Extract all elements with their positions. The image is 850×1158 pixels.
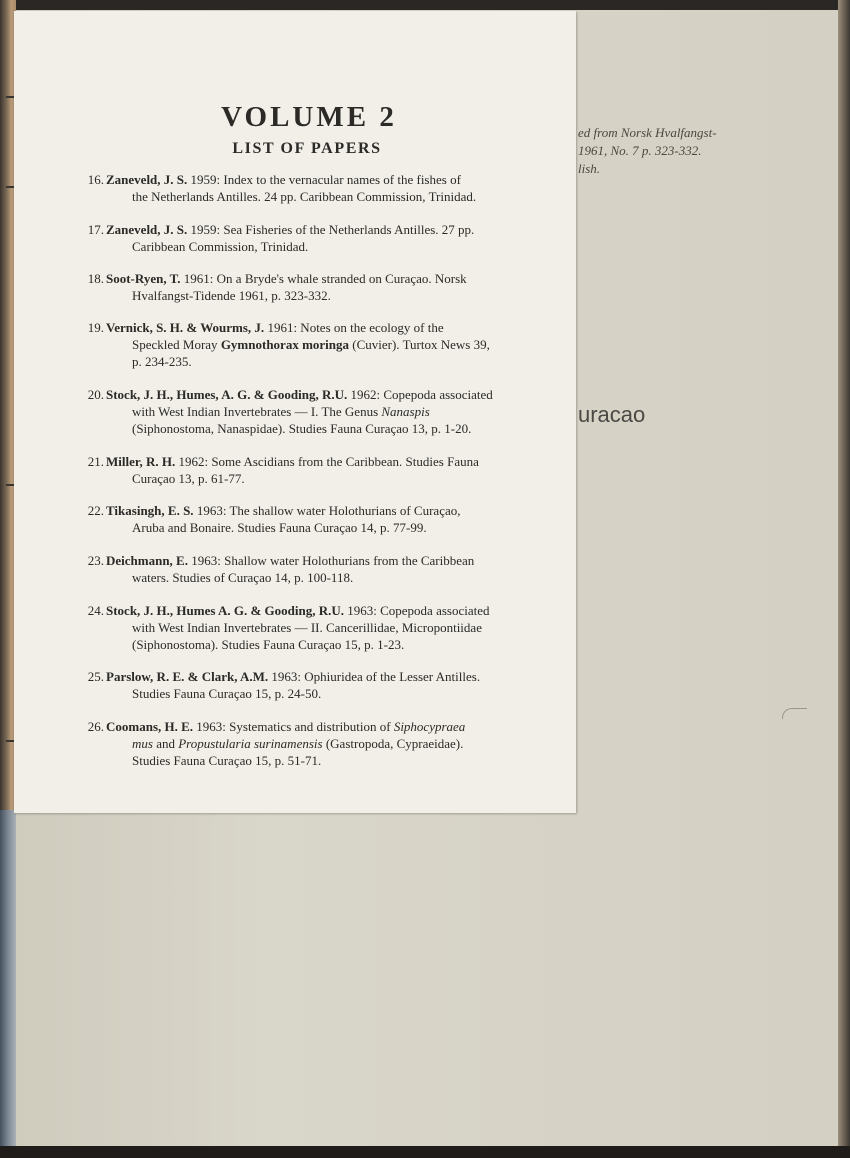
- entry-text: Curaçao 13, p. 61-77.: [132, 471, 245, 486]
- entry-number: 20.: [87, 387, 104, 402]
- pencil-mark: [782, 708, 807, 719]
- entry-text: with West Indian Invertebrates — I. The Genus: [132, 404, 382, 419]
- entry-number: 18.: [87, 271, 104, 286]
- back-cover-title-fragment: uracao: [578, 402, 646, 427]
- entry-text: and: [152, 736, 179, 751]
- entry-text: 1962: Copepoda associated: [347, 387, 493, 402]
- entry-text: 1963: Systematics and distribution of: [193, 719, 394, 734]
- entry-author: Deichmann, E.: [106, 553, 188, 568]
- entry-text: (Gastropoda, Cypraeidae).: [322, 736, 464, 751]
- entry-text: 1963: The shallow water Holothurians of Curaçao,: [193, 503, 461, 518]
- front-sheet: [14, 11, 576, 813]
- entry-text: 1961: Notes on the ecology of the: [264, 320, 444, 335]
- entry-text: 1963: Copepoda associated: [344, 603, 490, 618]
- entry-text: Hvalfangst-Tidende 1961, p. 323-332.: [132, 288, 331, 303]
- entry-text: 1963: Shallow water Holothurians from the Caribbean: [187, 553, 475, 568]
- entry-text: 1963: Ophiuridea of the Lesser Antilles.: [268, 669, 481, 684]
- entry-text: Speckled Moray: [132, 337, 221, 352]
- paper-entry: [78, 386, 530, 437]
- paper-entry: [78, 502, 530, 536]
- list-title: LIST OF PAPERS: [232, 140, 382, 157]
- entry-number: 16.: [87, 172, 104, 187]
- entry-author: Vernick, S. H. & Wourms, J.: [106, 320, 265, 335]
- volume-title: VOLUME 2: [221, 101, 397, 133]
- entry-author: Zaneveld, J. S.: [106, 222, 188, 237]
- entry-text: waters. Studies of Curaçao 14, p. 100-118.: [132, 570, 354, 585]
- entry-author: Parslow, R. E. & Clark, A.M.: [106, 669, 269, 684]
- entry-author: Miller, R. H.: [106, 454, 176, 469]
- entry-text: 1961: On a Bryde's whale stranded on Curaçao. Norsk: [180, 271, 467, 286]
- paper-entry: [78, 453, 530, 487]
- back-cover-line: ed from Norsk Hvalfangst-: [578, 125, 717, 140]
- entry-author: Stock, J. H., Humes A. G. & Gooding, R.U.: [106, 603, 344, 618]
- entry-number: 19.: [87, 320, 104, 335]
- entry-author: Coomans, H. E.: [106, 719, 194, 734]
- species-name: Propustularia surinamensis: [178, 736, 323, 751]
- entry-text: (Siphonostoma, Nanaspidae). Studies Fauna Curaçao 13, p. 1-20.: [132, 421, 472, 436]
- entry-text: p. 234-235.: [132, 354, 192, 369]
- paper-entry: [78, 221, 530, 255]
- entry-author: Zaneveld, J. S.: [106, 172, 188, 187]
- back-cover-line: lish.: [578, 161, 601, 176]
- paper-entry: [78, 319, 530, 370]
- entry-text: the Netherlands Antilles. 24 pp. Caribbean Commission, Trinidad.: [132, 189, 477, 204]
- genus-name: Nanaspis: [381, 404, 430, 419]
- entry-number: 21.: [87, 454, 104, 469]
- back-cover-line: 1961, No. 7 p. 323-332.: [578, 143, 702, 158]
- species-name: mus: [132, 736, 153, 751]
- entry-number: 26.: [87, 719, 104, 734]
- entry-author: Stock, J. H., Humes, A. G. & Gooding, R.U.: [106, 387, 348, 402]
- back-cover-italic-text: [578, 124, 828, 178]
- binding-spine-lower: [0, 810, 16, 1158]
- entry-text: 1962: Some Ascidians from the Caribbean. Studies Fauna: [175, 454, 479, 469]
- entry-number: 22.: [87, 503, 104, 518]
- paper-entry: [78, 602, 530, 653]
- page-edge-bottom: [0, 1146, 850, 1158]
- entry-text: Aruba and Bonaire. Studies Fauna Curaçao 14, p. 77-99.: [132, 520, 427, 535]
- entry-author: Soot-Ryen, T.: [106, 271, 181, 286]
- paper-entry: [78, 668, 530, 702]
- entry-author: Tikasingh, E. S.: [106, 503, 194, 518]
- paper-entry: [78, 270, 530, 304]
- entry-text: 1959: Sea Fisheries of the Netherlands Antilles. 27 pp.: [187, 222, 475, 237]
- entry-number: 25.: [87, 669, 104, 684]
- paper-entry: [78, 718, 530, 769]
- paper-entry: [78, 171, 530, 205]
- entry-number: 17.: [87, 222, 104, 237]
- entry-text: (Cuvier). Turtox News 39,: [349, 337, 490, 352]
- page-edge-right: [838, 0, 850, 1158]
- entry-text: 1959: Index to the vernacular names of the fishes of: [187, 172, 461, 187]
- entry-number: 24.: [87, 603, 104, 618]
- entry-text: with West Indian Invertebrates — II. Cancerillidae, Micropontiidae: [132, 620, 482, 635]
- entry-text: (Siphonostoma). Studies Fauna Curaçao 15, p. 1-23.: [132, 637, 405, 652]
- entry-text: Studies Fauna Curaçao 15, p. 24-50.: [132, 686, 322, 701]
- species-name: Gymnothorax moringa: [220, 337, 350, 352]
- paper-entry: [78, 552, 530, 586]
- species-name: Siphocypraea: [393, 719, 466, 734]
- entry-number: 23.: [87, 553, 104, 568]
- entry-text: Caribbean Commission, Trinidad.: [132, 239, 309, 254]
- entry-text: Studies Fauna Curaçao 15, p. 51-71.: [132, 753, 322, 768]
